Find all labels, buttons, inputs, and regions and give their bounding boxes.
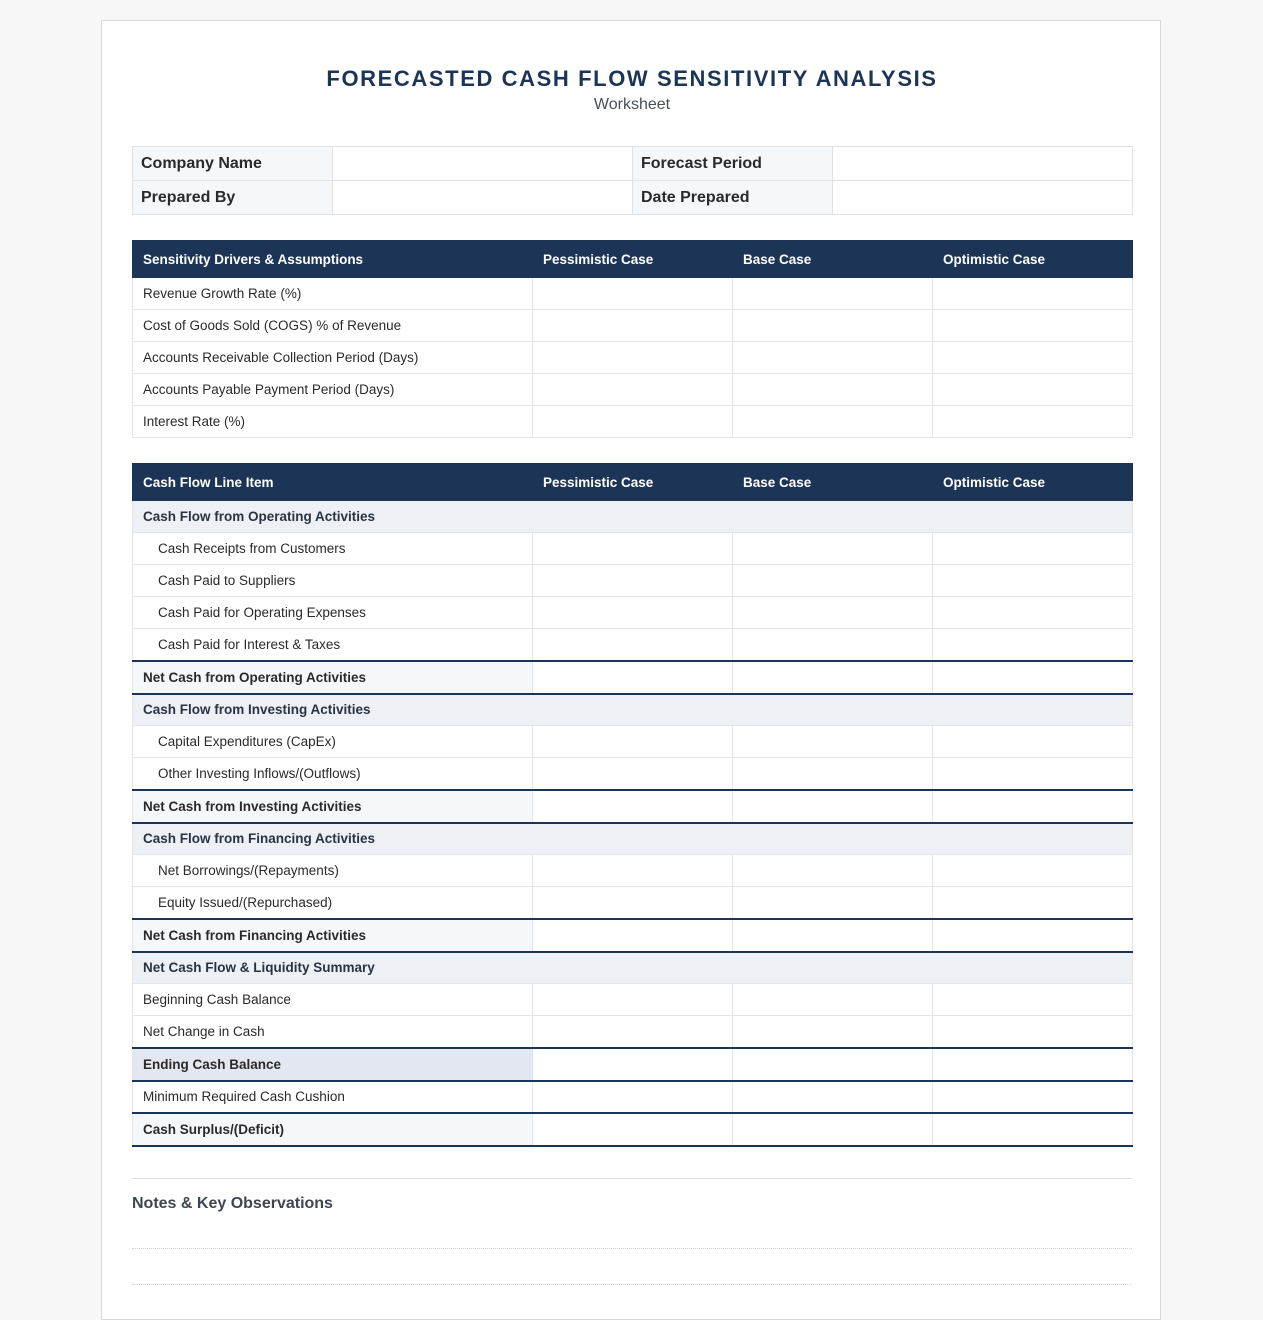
line-item-row [133,1016,1133,1048]
base-input[interactable] [733,984,933,1016]
optimistic-case-header: Optimistic Case [933,241,1133,278]
pessimistic-input[interactable] [533,1081,733,1113]
total-label: Net Cash from Financing Activities [133,919,533,952]
base-case-header: Base Case [733,464,933,501]
pessimistic-total[interactable] [533,919,733,952]
forecast-period-label: Forecast Period [633,147,833,181]
cash-flow-header-row [133,464,1133,501]
forecast-period-field[interactable] [833,147,1133,181]
driver-row [133,406,1133,438]
pessimistic-input[interactable] [533,310,733,342]
base-input[interactable] [733,726,933,758]
cash-surplus-label: Cash Surplus/(Deficit) [133,1113,533,1146]
optimistic-total[interactable] [933,919,1133,952]
optimistic-input[interactable] [933,342,1133,374]
base-input[interactable] [733,887,933,919]
optimistic-input[interactable] [933,726,1133,758]
pessimistic-input[interactable] [533,406,733,438]
drivers-header-row [133,241,1133,278]
line-item-header: Cash Flow Line Item [133,464,533,501]
base-input[interactable] [733,342,933,374]
section-row-operating [133,501,1133,533]
worksheet-content [132,21,1132,1285]
line-item-row [133,758,1133,790]
total-label: Net Cash from Investing Activities [133,790,533,823]
base-total[interactable] [733,661,933,694]
driver-label: Accounts Receivable Collection Period (Days) [133,342,533,374]
cash-flow-table [132,463,1133,1147]
drivers-header-label: Sensitivity Drivers & Assumptions [133,241,533,278]
minimum-cash-label: Minimum Required Cash Cushion [133,1081,533,1113]
line-item-row [133,1081,1133,1113]
base-input[interactable] [733,278,933,310]
pessimistic-input[interactable] [533,533,733,565]
base-input[interactable] [733,533,933,565]
driver-row [133,342,1133,374]
section-heading: Net Cash Flow & Liquidity Summary [133,952,1133,984]
optimistic-input[interactable] [933,984,1133,1016]
cash-surplus-row [133,1113,1133,1146]
net-change-label: Net Change in Cash [133,1016,533,1048]
line-item-label: Equity Issued/(Repurchased) [133,887,533,919]
section-row-summary [133,952,1133,984]
total-row-financing [133,919,1133,952]
optimistic-input[interactable] [933,533,1133,565]
pessimistic-input[interactable] [533,984,733,1016]
base-input[interactable] [733,758,933,790]
line-item-label: Cash Paid to Suppliers [133,565,533,597]
line-item-row [133,565,1133,597]
optimistic-total[interactable] [933,1048,1133,1081]
base-input[interactable] [733,1081,933,1113]
base-total[interactable] [733,919,933,952]
section-heading: Cash Flow from Investing Activities [133,694,1133,726]
company-name-label: Company Name [133,147,333,181]
section-row-investing [133,694,1133,726]
pessimistic-total[interactable] [533,790,733,823]
pessimistic-input[interactable] [533,597,733,629]
line-item-label: Cash Receipts from Customers [133,533,533,565]
optimistic-total[interactable] [933,1113,1133,1146]
driver-row [133,278,1133,310]
page-title: FORECASTED CASH FLOW SENSITIVITY ANALYSIS [326,66,938,91]
line-item-label: Cash Paid for Interest & Taxes [133,629,533,661]
optimistic-input[interactable] [933,1081,1133,1113]
section-heading: Cash Flow from Operating Activities [133,501,1133,533]
sensitivity-drivers-table [132,240,1133,438]
pessimistic-input[interactable] [533,629,733,661]
pessimistic-input[interactable] [533,342,733,374]
optimistic-input[interactable] [933,758,1133,790]
base-case-header: Base Case [733,241,933,278]
line-item-row [133,533,1133,565]
base-input[interactable] [733,310,933,342]
line-item-label: Net Borrowings/(Repayments) [133,855,533,887]
line-item-label: Cash Paid for Operating Expenses [133,597,533,629]
total-row-operating [133,661,1133,694]
line-item-row [133,855,1133,887]
note-line[interactable] [132,1284,1132,1285]
line-item-label: Capital Expenditures (CapEx) [133,726,533,758]
section-heading: Cash Flow from Financing Activities [133,823,1133,855]
beginning-cash-label: Beginning Cash Balance [133,984,533,1016]
line-item-row [133,887,1133,919]
base-input[interactable] [733,855,933,887]
driver-label: Accounts Payable Payment Period (Days) [133,374,533,406]
pessimistic-total[interactable] [533,661,733,694]
optimistic-input[interactable] [933,887,1133,919]
section-row-financing [133,823,1133,855]
prepared-by-label: Prepared By [133,181,333,215]
base-total[interactable] [733,1113,933,1146]
date-prepared-label: Date Prepared [633,181,833,215]
line-item-row [133,629,1133,661]
base-input[interactable] [733,629,933,661]
optimistic-input[interactable] [933,310,1133,342]
optimistic-input[interactable] [933,855,1133,887]
pessimistic-case-header: Pessimistic Case [533,241,733,278]
note-line[interactable] [132,1248,1132,1249]
pessimistic-input[interactable] [533,758,733,790]
line-item-label: Other Investing Inflows/(Outflows) [133,758,533,790]
base-input[interactable] [733,406,933,438]
optimistic-input[interactable] [933,406,1133,438]
pessimistic-input[interactable] [533,278,733,310]
base-input[interactable] [733,565,933,597]
base-input[interactable] [733,1016,933,1048]
driver-label: Cost of Goods Sold (COGS) % of Revenue [133,310,533,342]
driver-row [133,310,1133,342]
ending-cash-row [133,1048,1133,1081]
pessimistic-case-header: Pessimistic Case [533,464,733,501]
optimistic-input[interactable] [933,629,1133,661]
optimistic-input[interactable] [933,565,1133,597]
optimistic-total[interactable] [933,661,1133,694]
pessimistic-total[interactable] [533,1113,733,1146]
worksheet-page [101,20,1161,1320]
pessimistic-input[interactable] [533,887,733,919]
pessimistic-input[interactable] [533,726,733,758]
pessimistic-input[interactable] [533,855,733,887]
base-total[interactable] [733,1048,933,1081]
pessimistic-total[interactable] [533,1048,733,1081]
optimistic-total[interactable] [933,790,1133,823]
prepared-by-field[interactable] [333,181,633,215]
line-item-row [133,597,1133,629]
pessimistic-input[interactable] [533,374,733,406]
optimistic-case-header: Optimistic Case [933,464,1133,501]
optimistic-input[interactable] [933,278,1133,310]
ending-cash-label: Ending Cash Balance [133,1048,533,1081]
base-input[interactable] [733,374,933,406]
optimistic-input[interactable] [933,597,1133,629]
pessimistic-input[interactable] [533,1016,733,1048]
notes-divider [132,1178,1132,1179]
date-prepared-field[interactable] [833,181,1133,215]
page-subtitle: Worksheet [593,96,671,113]
driver-label: Revenue Growth Rate (%) [133,278,533,310]
line-item-row [133,726,1133,758]
base-total[interactable] [733,790,933,823]
optimistic-input[interactable] [933,1016,1133,1048]
optimistic-input[interactable] [933,374,1133,406]
driver-row [133,374,1133,406]
total-row-investing [133,790,1133,823]
company-name-field[interactable] [333,147,633,181]
notes-title: Notes & Key Observations [132,1194,333,1212]
driver-label: Interest Rate (%) [133,406,533,438]
pessimistic-input[interactable] [533,565,733,597]
company-info-table [132,146,1133,215]
line-item-row [133,984,1133,1016]
total-label: Net Cash from Operating Activities [133,661,533,694]
base-input[interactable] [733,597,933,629]
